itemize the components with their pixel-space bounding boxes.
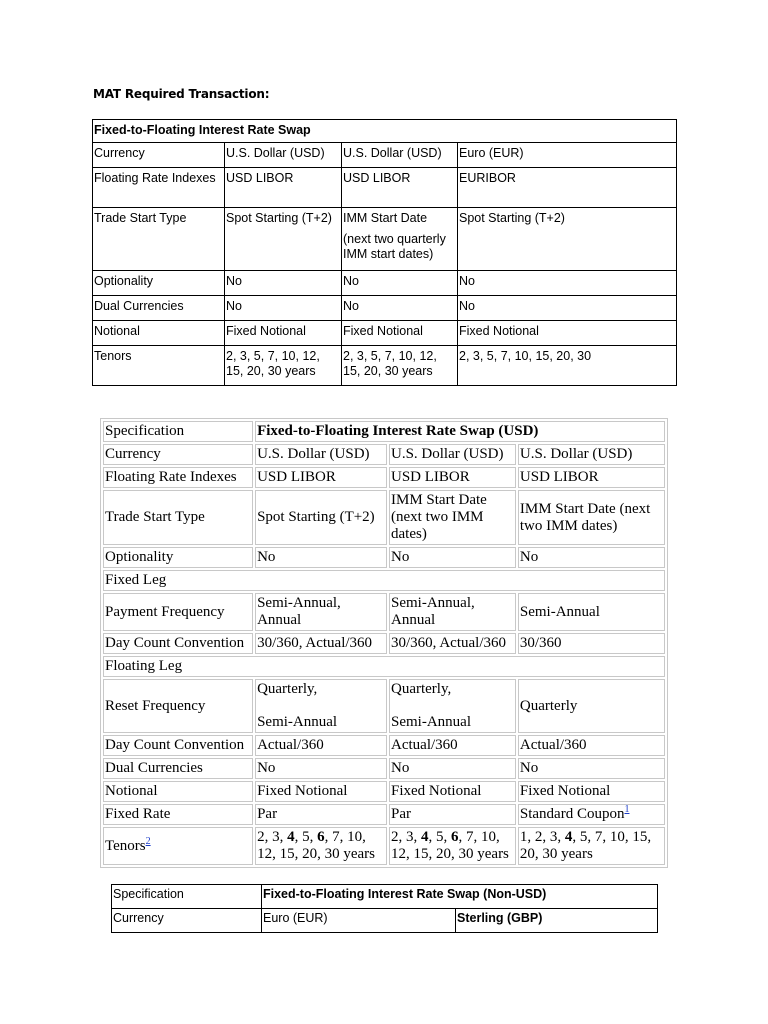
cell: Actual/360 bbox=[518, 735, 665, 756]
cell: USD LIBOR bbox=[255, 467, 387, 488]
cell: 30/360 bbox=[518, 633, 665, 654]
section-fixed-leg: Fixed Leg bbox=[103, 570, 665, 591]
cell bbox=[389, 679, 516, 733]
cell bbox=[518, 804, 665, 825]
cell: U.S. Dollar (USD) bbox=[225, 143, 342, 168]
cell: Fixed Notional bbox=[518, 781, 665, 802]
cell: U.S. Dollar (USD) bbox=[342, 143, 458, 168]
table-row bbox=[103, 633, 665, 654]
cell: Par bbox=[255, 804, 387, 825]
cell: 2, 3, 4, 5, 6, 7, 10, 12, 15, 20, 30 years bbox=[255, 827, 387, 865]
cell: IMM Start Date (next two IMM dates) bbox=[518, 490, 665, 545]
cell: Sterling (GBP) bbox=[456, 909, 658, 933]
cell: No bbox=[255, 547, 387, 568]
row-label: Tenors$^2$ bbox=[103, 827, 253, 865]
row-label: Fixed Rate bbox=[103, 804, 253, 825]
row-label: Floating Rate Indexes bbox=[103, 467, 253, 488]
table-row bbox=[93, 346, 677, 386]
cell: Spot Starting (T+2) bbox=[458, 208, 677, 271]
cell: Fixed Notional bbox=[225, 321, 342, 346]
table-row bbox=[103, 490, 665, 545]
table-title: Fixed-to-Floating Interest Rate Swap (USD) bbox=[255, 421, 665, 442]
table-title-row bbox=[93, 120, 677, 143]
cell bbox=[255, 679, 387, 733]
row-label: Dual Currencies bbox=[103, 758, 253, 779]
table-header-row bbox=[103, 421, 665, 442]
table-row bbox=[103, 444, 665, 465]
table-row bbox=[93, 143, 677, 168]
table-row bbox=[103, 735, 665, 756]
cell bbox=[342, 208, 458, 271]
table-row bbox=[103, 547, 665, 568]
cell: USD LIBOR bbox=[518, 467, 665, 488]
swap-table-non-usd bbox=[111, 884, 658, 933]
cell: Euro (EUR) bbox=[262, 909, 456, 933]
cell: Semi-Annual bbox=[518, 593, 665, 631]
cell: U.S. Dollar (USD) bbox=[518, 444, 665, 465]
cell: No bbox=[518, 758, 665, 779]
cell-line: Semi-Annual bbox=[257, 714, 338, 730]
cell: No bbox=[342, 296, 458, 321]
cell: Actual/360 bbox=[389, 735, 516, 756]
cell: Fixed Notional bbox=[255, 781, 387, 802]
swap-table-usd bbox=[100, 418, 668, 868]
row-label: Currency bbox=[112, 909, 262, 933]
row-label: Notional bbox=[93, 321, 225, 346]
cell-note: (next two quarterly IMM start dates) bbox=[343, 232, 446, 261]
spec-label: Specification bbox=[103, 421, 253, 442]
table-title: Fixed-to-Floating Interest Rate Swap bbox=[93, 120, 677, 143]
cell: Par bbox=[389, 804, 516, 825]
footnote-link[interactable]: 1 bbox=[624, 804, 630, 815]
footnote-link[interactable]: 2 bbox=[145, 835, 151, 847]
cell: Euro (EUR) bbox=[458, 143, 677, 168]
row-label: Floating Rate Indexes bbox=[93, 168, 225, 208]
row-label: Currency bbox=[103, 444, 253, 465]
cell: Semi-Annual, Annual bbox=[389, 593, 516, 631]
cell: Fixed Notional bbox=[389, 781, 516, 802]
cell: 2, 3, 5, 7, 10, 15, 20, 30 bbox=[458, 346, 677, 386]
table-row bbox=[93, 271, 677, 296]
cell: No bbox=[225, 296, 342, 321]
row-label: Day Count Convention bbox=[103, 633, 253, 654]
cell: 1, 2, 3, 4, 5, 7, 10, 15, 20, 30 years bbox=[518, 827, 665, 865]
cell: EURIBOR bbox=[458, 168, 677, 208]
cell: USD LIBOR bbox=[342, 168, 458, 208]
section-row bbox=[103, 656, 665, 677]
row-label: Currency bbox=[93, 143, 225, 168]
cell: Fixed Notional bbox=[458, 321, 677, 346]
table-row bbox=[93, 208, 677, 271]
cell-line: Semi-Annual bbox=[391, 714, 471, 730]
row-label: Trade Start Type bbox=[93, 208, 225, 271]
section-floating-leg: Floating Leg bbox=[103, 656, 665, 677]
cell: U.S. Dollar (USD) bbox=[389, 444, 516, 465]
row-label: Tenors bbox=[93, 346, 225, 386]
cell-line: Quarterly, bbox=[391, 681, 452, 697]
table-title: Fixed-to-Floating Interest Rate Swap (Non-USD) bbox=[262, 885, 658, 909]
table-row bbox=[103, 758, 665, 779]
section-row bbox=[103, 570, 665, 591]
table-row bbox=[103, 781, 665, 802]
cell: 30/360, Actual/360 bbox=[255, 633, 387, 654]
row-label: Day Count Convention bbox=[103, 735, 253, 756]
table-row bbox=[103, 827, 665, 865]
cell: USD LIBOR bbox=[389, 467, 516, 488]
table-header-row bbox=[112, 885, 658, 909]
cell: Spot Starting (T+2) bbox=[225, 208, 342, 271]
table-row bbox=[112, 909, 658, 933]
spec-label: Specification bbox=[112, 885, 262, 909]
cell: No bbox=[458, 296, 677, 321]
page-heading: MAT Required Transaction: bbox=[93, 87, 270, 101]
cell: 30/360, Actual/360 bbox=[389, 633, 516, 654]
cell: No bbox=[458, 271, 677, 296]
table-row bbox=[103, 467, 665, 488]
cell: No bbox=[389, 547, 516, 568]
row-label: Trade Start Type bbox=[103, 490, 253, 545]
cell-line: Quarterly, bbox=[257, 681, 318, 697]
row-label: Optionality bbox=[93, 271, 225, 296]
cell: 2, 3, 5, 7, 10, 12, 15, 20, 30 years bbox=[225, 346, 342, 386]
row-label: Payment Frequency bbox=[103, 593, 253, 631]
table-row bbox=[93, 296, 677, 321]
cell: U.S. Dollar (USD) bbox=[255, 444, 387, 465]
table-row bbox=[103, 679, 665, 733]
cell: 2, 3, 5, 7, 10, 12, 15, 20, 30 years bbox=[342, 346, 458, 386]
cell: Actual/360 bbox=[255, 735, 387, 756]
cell: Fixed Notional bbox=[342, 321, 458, 346]
table-row bbox=[103, 593, 665, 631]
cell: No bbox=[255, 758, 387, 779]
cell: No bbox=[518, 547, 665, 568]
table-row bbox=[93, 321, 677, 346]
table-row bbox=[93, 168, 677, 208]
cell: No bbox=[342, 271, 458, 296]
swap-table-general bbox=[92, 119, 677, 386]
row-label: Dual Currencies bbox=[93, 296, 225, 321]
cell: Quarterly bbox=[518, 679, 665, 733]
row-label: Reset Frequency bbox=[103, 679, 253, 733]
cell: 2, 3, 4, 5, 6, 7, 10, 12, 15, 20, 30 years bbox=[389, 827, 516, 865]
cell: No bbox=[225, 271, 342, 296]
cell: USD LIBOR bbox=[225, 168, 342, 208]
cell: Spot Starting (T+2) bbox=[255, 490, 387, 545]
row-label: Optionality bbox=[103, 547, 253, 568]
cell-text: Standard Coupon bbox=[519, 806, 625, 822]
cell-text: IMM Start Date bbox=[343, 211, 428, 225]
cell: IMM Start Date (next two IMM dates) bbox=[389, 490, 516, 545]
table-row bbox=[103, 804, 665, 825]
cell: Semi-Annual, Annual bbox=[255, 593, 387, 631]
row-label: Notional bbox=[103, 781, 253, 802]
cell: No bbox=[389, 758, 516, 779]
